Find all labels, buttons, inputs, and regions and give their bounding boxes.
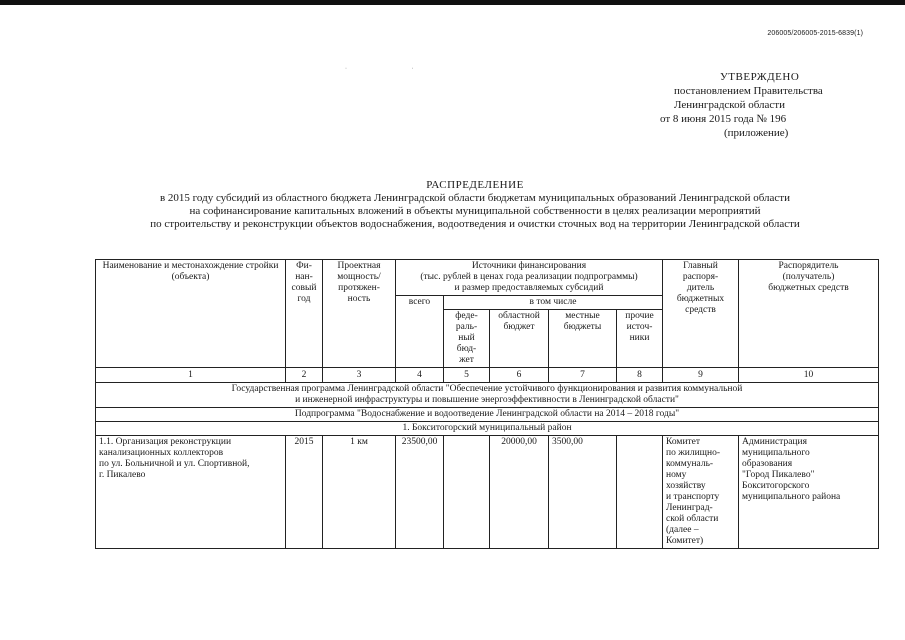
col-number: 6 [490, 368, 549, 383]
document-id: 206005/206005-2015-6839(1) [767, 30, 863, 37]
header-financial-year: Фи- нан- совый год [286, 260, 323, 368]
header-total: всего [396, 296, 444, 368]
scan-top-edge [0, 0, 905, 5]
col-number: 4 [396, 368, 444, 383]
local-cell: 3500,00 [549, 436, 617, 549]
header-main-manager: Главный распоря- дитель бюджетных средств [663, 260, 739, 368]
total-cell: 23500,00 [396, 436, 444, 549]
col-number: 10 [739, 368, 879, 383]
col-number: 8 [617, 368, 663, 383]
approval-stamp [660, 70, 860, 140]
header-regional: областной бюджет [490, 310, 549, 368]
title-heading: РАСПРЕДЕЛЕНИЕ [426, 179, 524, 191]
table-row [96, 436, 879, 549]
col-number: 1 [96, 368, 286, 383]
approval-line-1: УТВЕРЖДЕНО [720, 71, 800, 83]
distribution-table [95, 259, 879, 549]
col-number: 7 [549, 368, 617, 383]
year-cell: 2015 [286, 436, 323, 549]
title-line-3: по строительству и реконструкции объектов водоснабжения, водоотведения и очистки сточных вод на территории Ленинградской области [150, 218, 800, 230]
subprogram-row: Подпрограмма "Водоснабжение и водоотведение Ленинградской области на 2014 – 2018 годы" [96, 408, 879, 422]
approval-line-5: (приложение) [724, 127, 789, 139]
header-capacity: Проектная мощность/ протяжен- ность [323, 260, 396, 368]
approval-line-3: Ленинградской области [674, 99, 785, 111]
approval-line-4: от 8 июня 2015 года № 196 [660, 113, 787, 125]
district-row: 1. Бокситогорский муниципальный район [96, 422, 879, 436]
header-including: в том числе [444, 296, 663, 310]
object-name-cell: 1.1. Организация реконструкции канализационных коллекторов по ул. Больничной и ул. Спортивной, г. Пикалево [96, 436, 286, 549]
capacity-cell: 1 км [323, 436, 396, 549]
other-cell [617, 436, 663, 549]
header-object-name: Наименование и местонахождение стройки (объекта) [96, 260, 286, 368]
header-local: местные бюджеты [549, 310, 617, 368]
header-funding-sources: Источники финансирования (тыс. рублей в ценах года реализации подпрограммы) и размер предоставляемых субсидий [396, 260, 663, 296]
header-other: прочие источ- ники [617, 310, 663, 368]
title-line-2: на софинансирование капитальных вложений в объекты муниципальной собственности в целях реализации мероприятий [189, 205, 761, 217]
manager-cell: Комитет по жилищно- коммуналь- ному хозяйству и транспорту Ленинград- ской области (далее – Комитет) [663, 436, 739, 549]
regional-cell: 20000,00 [490, 436, 549, 549]
title-line-1: в 2015 году субсидий из областного бюджета Ленинградской области бюджетам муниципальных образований Ленинградской области [159, 192, 790, 204]
document-title [100, 179, 850, 231]
program-row: Государственная программа Ленинградской области "Обеспечение устойчивого функционирования и развития коммунальной и инженерной инфраструктуры и повышение энергоэффективности в Ленинградской области" [96, 383, 879, 408]
col-number: 3 [323, 368, 396, 383]
recipient-cell: Администрация муниципального образования "Город Пикалево" Бокситогорского муниципального района [739, 436, 879, 549]
col-number: 2 [286, 368, 323, 383]
col-number: 9 [663, 368, 739, 383]
header-recipient: Распорядитель (получатель) бюджетных средств [739, 260, 879, 368]
federal-cell [444, 436, 490, 549]
scan-specks: · · [345, 66, 414, 72]
col-number: 5 [444, 368, 490, 383]
approval-line-2: постановлением Правительства [674, 85, 823, 97]
header-federal: феде- раль- ный бюд- жет [444, 310, 490, 368]
